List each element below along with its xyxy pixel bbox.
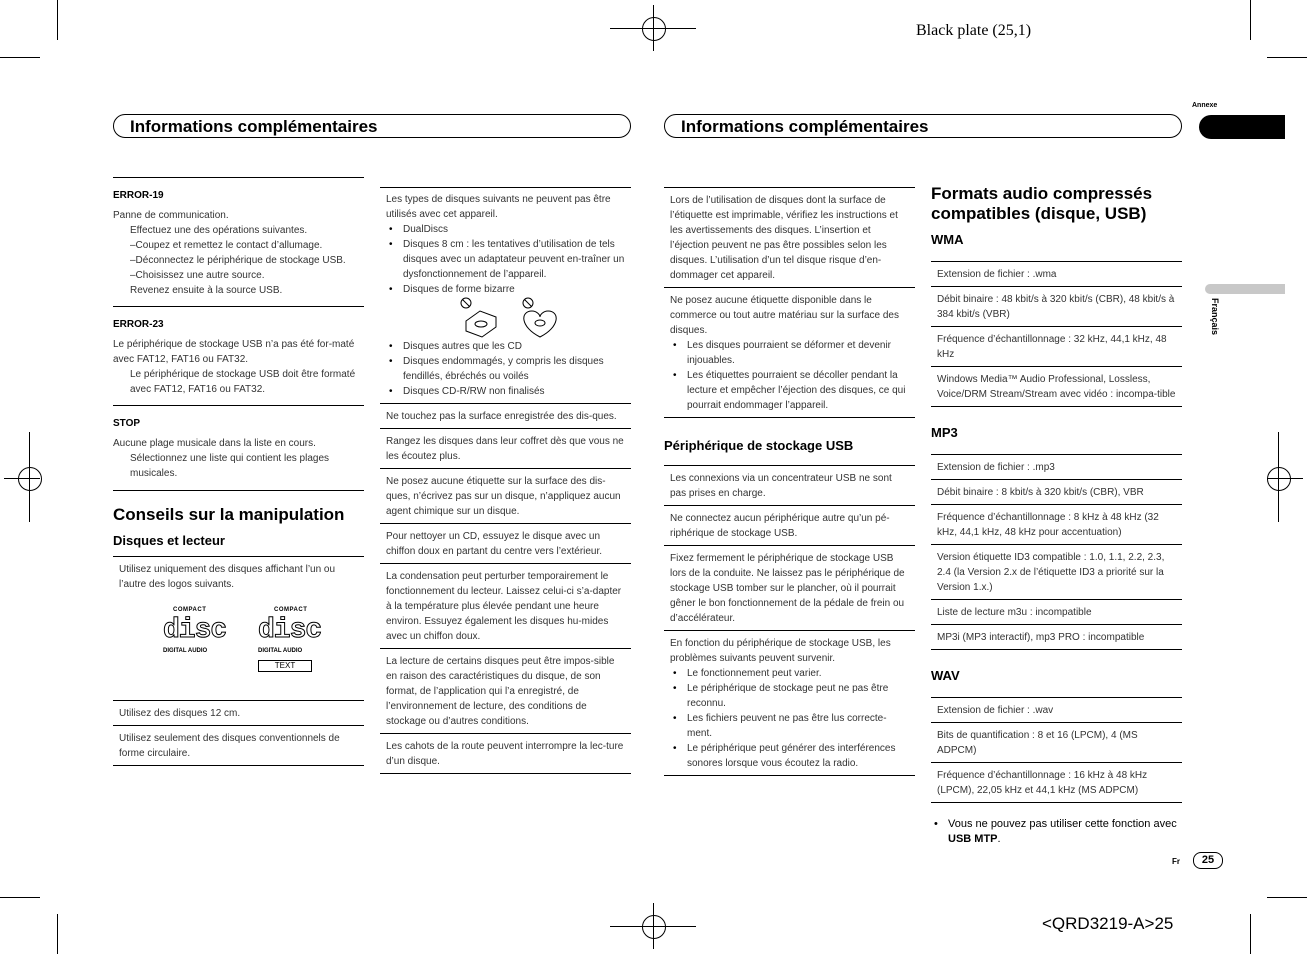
error19-title: ERROR-19: [113, 190, 164, 201]
compact-disc-text-logo: [258, 603, 321, 672]
info-box: [113, 700, 364, 725]
language-label: Français: [1210, 298, 1220, 336]
language-tab: [1205, 284, 1285, 294]
column-2: [380, 187, 631, 774]
spec-text: Débit binaire : 48 kbit/s à 320 kbit/s (CBR), 48 kbit/s à 384 kbit/s (VBR): [937, 294, 1175, 320]
odd-shaped-disc-icons: [458, 297, 578, 339]
spec-row: [931, 544, 1182, 599]
registration-mark: [18, 467, 42, 491]
logo-digital-text: DIGITAL AUDIO: [258, 648, 303, 654]
annexe-label: Annexe: [1192, 102, 1218, 109]
spec-row: [931, 599, 1182, 624]
info-box: [380, 563, 631, 648]
disques-title: Disques et lecteur: [113, 533, 225, 548]
logo-compact-text: COMPACT: [173, 607, 207, 613]
intro-text: Les types de disques suivants ne peuvent pas être utilisés avec cet appareil.: [386, 194, 611, 220]
info-box: [380, 187, 631, 403]
logo-disc-text: disc: [258, 615, 322, 646]
care-text: Pour nettoyer un CD, essuyez le disque avec un chiffon doux en partant du centre vers l’extérieur.: [386, 531, 603, 557]
info-box: [380, 428, 631, 468]
compact-disc-logo: [163, 603, 226, 659]
bullet-item: • Les disques pourraient se déformer et devenir injouables.: [670, 338, 909, 368]
mp3-title: MP3: [931, 425, 958, 440]
wav-title: WAV: [931, 668, 960, 683]
usb-text: Les connexions via un concentrateur USB ne sont pas prises en charge.: [670, 473, 892, 499]
stop-title: STOP: [113, 418, 141, 429]
error19-line: –Coupez et remettez le contact d’allumage.: [130, 240, 323, 251]
registration-mark: [642, 915, 666, 939]
bullet-item: • Le fonctionnement peut varier.: [670, 666, 909, 681]
spec-row: [931, 366, 1182, 407]
error19-line: Effectuez une des opérations suivantes.: [130, 225, 308, 236]
error19-line: Panne de communication.: [113, 210, 229, 221]
label-disc-text: Lors de l’utilisation de disques dont la surface de l’étiquette est imprimable, vérifiez les instructions et les avertissements des disques. L’insertion et l’éjection peuvent ne pas être possibles selon les disques. L’utilisation d’un tel disque risque d’en-dommager cet appareil.: [670, 195, 898, 281]
bullet-item: • Disques endommagés, y compris les disques fendillés, ébréchés ou voilés: [386, 354, 625, 384]
section-header-left: Informations complémentaires: [113, 114, 631, 138]
column-4: [931, 184, 1182, 847]
spec-row: [931, 504, 1182, 544]
care-text: La condensation peut perturber temporairement le fonctionnement du lecteur. Laissez celui-ci s’a-dapter à la température plus élevée pendant une heure environ. Essuyez également les disques hu-mides avec un chiffon doux.: [386, 571, 622, 642]
info-box: [380, 468, 631, 523]
bullet-item: • Les fichiers peuvent ne pas être lus correcte-ment.: [670, 711, 909, 741]
logo-disc-text: disc: [163, 615, 227, 646]
spec-text: MP3i (MP3 interactif), mp3 PRO : incompatible: [937, 632, 1145, 643]
spec-row: [931, 261, 1182, 286]
bullet-item: • Le périphérique de stockage peut ne pas être reconnu.: [670, 681, 909, 711]
info-box: [664, 465, 915, 505]
bullet-item: • Disques CD-R/RW non finalisés: [386, 384, 625, 399]
column-3: [664, 187, 915, 776]
registration-mark: [642, 17, 666, 41]
usb-title: Périphérique de stockage USB: [664, 438, 854, 453]
spec-row: [931, 326, 1182, 366]
usb-text: Fixez fermement le périphérique de stockage USB lors de la conduite. Ne laissez pas le périphérique de stockage USB tomber sur le plancher, où il pourrait gêner le bon fonctionnement de la pédale de frein ou d’accélérateur.: [670, 553, 905, 624]
doc-code: <QRD3219-A>25: [1042, 914, 1174, 933]
spec-row: [931, 762, 1182, 803]
error23-title: ERROR-23: [113, 319, 164, 330]
spec-text: Extension de fichier : .mp3: [937, 462, 1055, 473]
conseils-title: Conseils sur la manipulation: [113, 505, 345, 524]
note-end: .: [997, 833, 1001, 845]
stop-indent: Sélectionnez une liste qui contient les plages musicales.: [130, 453, 330, 479]
spec-row: [931, 697, 1182, 722]
spec-text: Fréquence d’échantillonnage : 16 kHz à 48 kHz (LPCM), 22,05 kHz et 44,1 kHz (MS ADPCM): [937, 770, 1148, 796]
info-box: [380, 403, 631, 428]
usb-mtp-note: [931, 817, 1182, 847]
plate-label: Black plate (25,1): [916, 22, 1032, 39]
disc-size-text: Utilisez des disques 12 cm.: [119, 708, 241, 719]
spec-text: Débit binaire : 8 kbit/s à 320 kbit/s (CBR), VBR: [937, 487, 1144, 498]
info-box: [380, 523, 631, 563]
info-box: [664, 545, 915, 630]
error23-indent: Le périphérique de stockage USB doit être formaté avec FAT12, FAT16 ou FAT32.: [130, 369, 356, 395]
registration-mark: [1267, 467, 1291, 491]
care-text: Ne posez aucune étiquette sur la surface des dis-ques, n’écrivez pas sur un disque, n’appliquez aucun agent chimique sur un disque.: [386, 476, 621, 517]
bullet-item: • Disques de forme bizarre: [386, 282, 625, 297]
crop-mark: [1267, 897, 1307, 898]
info-box: [664, 287, 915, 418]
bullet-item: • Disques 8 cm : les tentatives d’utilisation de tels disques avec un adaptateur peuvent en-traîner un dysfonctionnement de l’appareil.: [386, 237, 625, 282]
bullet-item: • Le périphérique peut générer des interférences sonores lorsque vous écoutez la radio.: [670, 741, 909, 771]
crop-mark: [57, 0, 58, 40]
logo-text-label: TEXT: [258, 660, 312, 672]
spec-row: [931, 454, 1182, 479]
crop-mark: [57, 914, 58, 954]
section-header-right: Informations complémentaires: [664, 114, 1182, 138]
spec-text: Fréquence d’échantillonnage : 32 kHz, 44,1 kHz, 48 kHz: [937, 334, 1167, 360]
care-text: Ne touchez pas la surface enregistrée des dis-ques.: [386, 411, 617, 422]
info-box: [380, 733, 631, 774]
spec-row: [931, 624, 1182, 650]
note-text: Vous ne pouvez pas utiliser cette fonction avec: [948, 818, 1177, 830]
logo-digital-text: DIGITAL AUDIO: [163, 648, 208, 654]
disc-shape-text: Utilisez seulement des disques conventionnels de forme circulaire.: [119, 733, 340, 759]
crop-mark: [1250, 914, 1251, 954]
spec-text: Liste de lecture m3u : incompatible: [937, 607, 1092, 618]
spec-text: Bits de quantification : 8 et 16 (LPCM), 4 (MS ADPCM): [937, 730, 1138, 756]
info-box: [664, 630, 915, 776]
info-box: [113, 556, 364, 700]
error19-line: Revenez ensuite à la source USB.: [130, 285, 283, 296]
usb-text: En fonction du périphérique de stockage USB, les problèmes suivants peuvent survenir.: [670, 638, 891, 664]
bullet-item: • Disques autres que les CD: [386, 339, 625, 354]
info-box: [113, 725, 364, 766]
page-number: 25: [1193, 852, 1223, 869]
care-text: La lecture de certains disques peut être impos-sible en raison des caractéristiques du disque, de son format, de l’application qui l’a enregistré, de l’environnement de lecture, des conditions de stockage ou d’autres conditions.: [386, 656, 615, 727]
crop-mark: [0, 57, 40, 58]
crop-mark: [0, 897, 40, 898]
info-box: [664, 505, 915, 545]
spec-text: Windows Media™ Audio Professional, Lossless, Voice/DRM Stream/Stream avec vidéo : incompa-tible: [937, 374, 1176, 400]
spec-text: Fréquence d’échantillonnage : 8 kHz à 48 kHz (32 kHz, 44,1 kHz, 48 kHz pour accentuation): [937, 512, 1159, 538]
spec-row: [931, 479, 1182, 504]
info-box: [380, 648, 631, 733]
note-bold: USB MTP: [948, 833, 998, 845]
spec-row: [931, 286, 1182, 326]
bullet-item: • Les étiquettes pourraient se décoller pendant la lecture et empêcher l’éjection des disques, ce qui pourrait endommager l’appareil.: [670, 368, 909, 413]
footer-lang-code: Fr: [1172, 857, 1180, 866]
wma-title: WMA: [931, 232, 964, 247]
formats-title: Formats audio compressés compatibles (disque, USB): [931, 184, 1153, 223]
error19-line: –Choisissez une autre source.: [130, 270, 265, 281]
care-text: Rangez les disques dans leur coffret dès que vous ne les écoutez plus.: [386, 436, 624, 462]
crop-mark: [1267, 57, 1307, 58]
bullet-item: • DualDiscs: [386, 222, 625, 237]
label-warning-text: Ne posez aucune étiquette disponible dans le commerce ou tout autre matériau sur la surface des disques.: [670, 295, 899, 336]
usb-text: Ne connectez aucun périphérique autre qu’un pé-riphérique de stockage USB.: [670, 513, 890, 539]
spec-row: [931, 722, 1182, 762]
stop-text: Aucune plage musicale dans la liste en cours.: [113, 438, 316, 449]
info-box: [664, 187, 915, 287]
spec-text: Extension de fichier : .wav: [937, 705, 1054, 716]
care-text: Les cahots de la route peuvent interrompre la lec-ture d’un disque.: [386, 741, 624, 767]
logos-instruction: Utilisez uniquement des disques affichant l’un ou l’autre des logos suivants.: [119, 564, 336, 590]
chapter-tab: [1199, 115, 1285, 139]
error23-text: Le périphérique de stockage USB n’a pas été for-maté avec FAT12, FAT16 ou FAT32.: [113, 339, 355, 365]
error19-line: –Déconnectez le périphérique de stockage USB.: [130, 255, 346, 266]
crop-mark: [1250, 0, 1251, 40]
spec-text: Version étiquette ID3 compatible : 1.0, 1.1, 2.2, 2.3, 2.4 (la Version 2.x de l’étiquette ID3 a priorité sur la Version 1.x.): [937, 552, 1165, 593]
logo-compact-text: COMPACT: [274, 607, 308, 613]
spec-text: Extension de fichier : .wma: [937, 269, 1057, 280]
column-1: [113, 177, 364, 766]
